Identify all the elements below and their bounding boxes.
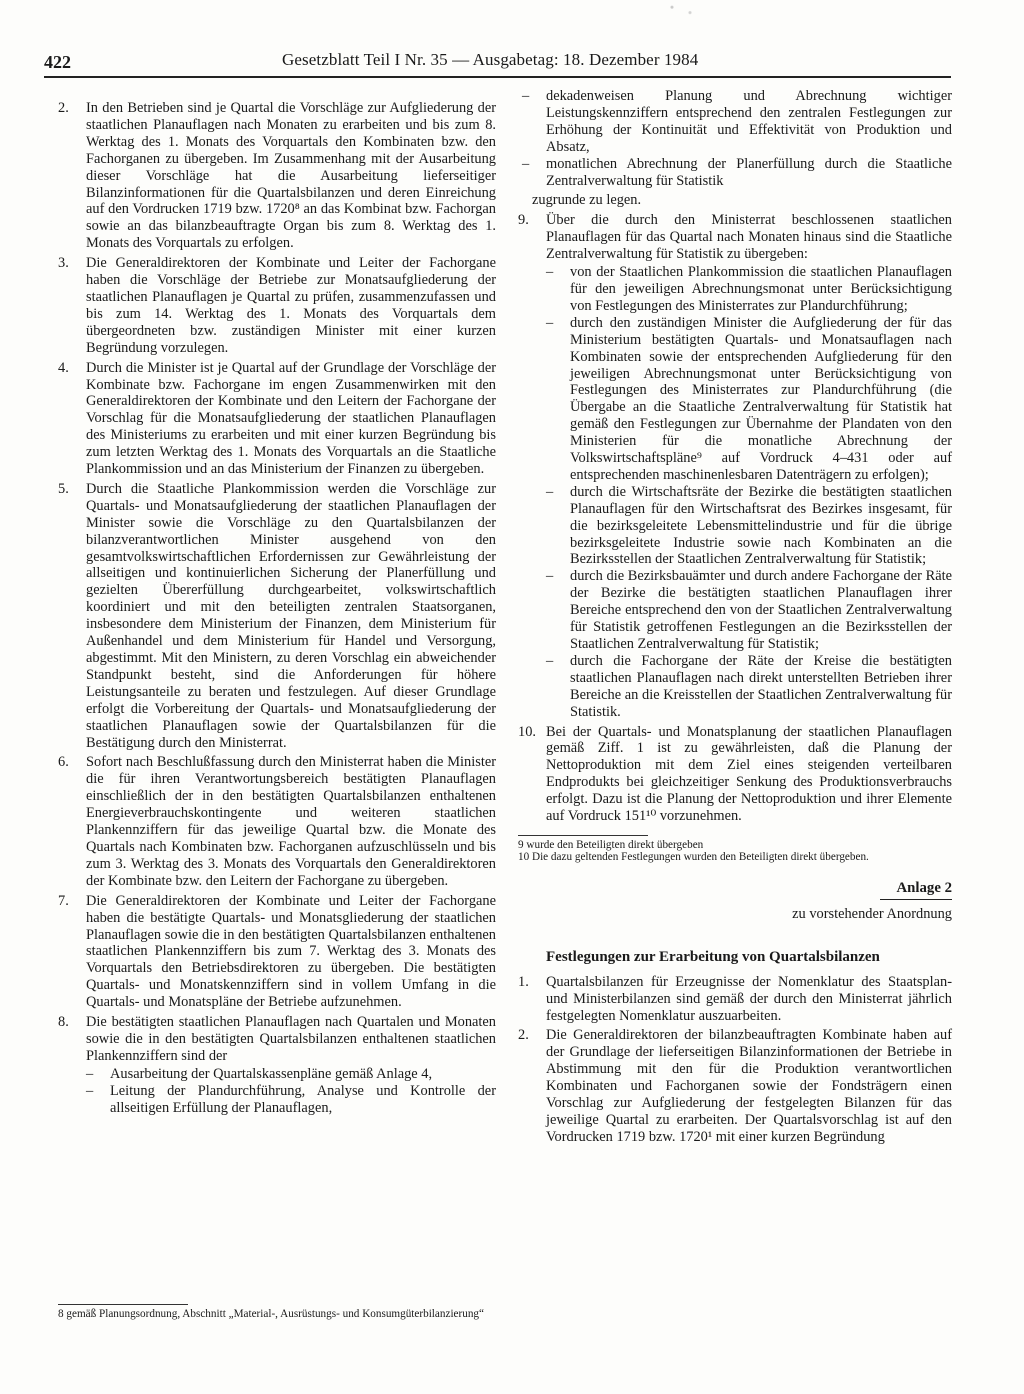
item-number: 7. [58, 892, 69, 909]
left-footnotes [58, 1300, 508, 1321]
footnote-rule [58, 1304, 188, 1305]
item-text: Über die durch den Ministerrat beschlossenen staatlichen Planauflagen für das Quartal nach Monaten hinaus sind die Staatliche Zentralverwaltung für Statistik zu übergeben: [546, 212, 952, 263]
list-item [518, 212, 952, 720]
item-text: In den Betrieben sind je Quartal die Vorschläge zur Aufgliederung der staatlichen Planauflagen nach Monaten zu erarbeiten und bis zum 8. Werktag des 1. Monats des Vorquartals den Kombinaten bzw. den Fachorganen zu übergeben. Im Zusammenhang mit der Ausarbeitung dieser Vorschläge hat die Ausarbeitung lieferseitiger Bilanzinformationen für die Quartalsbilanzen und deren Einreichung auf den Vordrucken 1719 bzw. 1720⁸ an das Kombinat bzw. Fachorgan sowie an das bilanzbeauftragte Organ bis zum 8. Werktag des 1. Monats des Vorquartals zu erfolgen. [86, 100, 496, 252]
item-text: Quartalsbilanzen für Erzeugnisse der Nomenklatur des Staatsplan- und Ministerbilanzen sind gemäß der durch den Ministerrat jährlich festgelegten Nomenklatur auszuarbeiten. [546, 973, 952, 1024]
list-item [518, 1027, 952, 1145]
item-number: 6. [58, 754, 69, 771]
footnote: 10 Die dazu geltenden Festlegungen wurden den Beteiligten direkt übergeben. [518, 851, 869, 864]
item-text: Die Generaldirektoren der Kombinate und Leiter der Fachorgane haben die Vorschläge der Betriebe zur Monatsaufgliederung der staatlichen Planauflagen je Quartal zu prüfen, zusammenzufassen und bis zum 14. Werktag des 1. Monats des Vorquartals dem übergeordneten bzw. zuständigen Minister mit einer kurzen Begründung vorzulegen. [86, 255, 496, 356]
sub-item-text: durch den zuständigen Minister die Aufgliederung der für das Ministerium bestätigten Quartals- und Monatsauflagen nach Kombinaten sowie der entsprechenden Aufgliederung für den jeweiligen Abrechnungsmonat unter Berücksichtigung von Festlegungen des Ministerrates zur Plandurchführung (die Übergabe an die Staatliche Zentralverwaltung für Statistik hat gemäß den Festlegungen zur Übernahme der Plandaten von den Ministerien für die monatliche Abrechnung der Volkswirtschaftspläne⁹ auf Vordruck 4–431 oder auf entsprechenden maschinenlesbaren Datenträgern zu erfolgen); [570, 314, 952, 483]
list-item [58, 100, 496, 252]
sub-item-text: monatlichen Abrechnung der Planerfüllung durch die Staatliche Zentralverwaltung für Statistik [546, 155, 952, 189]
list-item [518, 974, 952, 1025]
list-item [58, 481, 496, 752]
annex-subtitle: zu vorstehender Anordnung [792, 905, 952, 922]
list-item [58, 360, 496, 478]
footnote-rule [518, 835, 648, 836]
list-item [58, 255, 496, 356]
gazette-title: Gesetzblatt Teil I Nr. 35 — Ausgabetag: 18. Dezember 1984 [282, 50, 699, 69]
item-text: Durch die Staatliche Plankommission werden die Vorschläge zur Quartals- und Monatsaufgliederung der staatlichen Planauflagen der Minister sowie die Vorschläge zu den Quartalsbilanzen der bilanzverantwortlichen Minister ausgehend von den gesamtvolkswirtschaftlichen Erfordernissen zur Gewährleistung der allseitigen und kontinuierlichen Sicherung der Planerfüllung und gezielten Übererfüllung durchgearbeitet, volkswirtschaftlich koordiniert und mit den beteiligten zentralen Staatsorganen, insbesondere dem Ministerium der Finanzen, dem Ministerium für Außenhandel und dem Ministerium für Handel und Versorgung, abgestimmt. Mit den Ministern, zu deren Vorschlag ein abweichender Standpunkt besteht, sind die Anforderungen für höhere Leistungsanteile zu beraten und festzulegen. Auf dieser Grundlage erfolgt die Vorbereitung der Quartals- und Monatsaufgliederung der staatlichen Planauflagen sowie der Quartalsbilanzen für die Bestätigung durch den Ministerrat. [86, 480, 496, 751]
sub-item-text: durch die Wirtschaftsräte der Bezirke die bestätigten staatlichen Planauflagen für den Wirtschaftsrat des Bezirkes insgesamt, für die bezirksgeleitete Lebensmittelindustrie und für die übrige bezirksgeleitete Industrie sowie nach Kombinaten an die Bezirksstellen der Staatlichen Zentralverwaltung für Statistik; [570, 483, 952, 568]
item-number: 3. [58, 255, 69, 272]
sub-item: – monatlichen Abrechnung der Planerfüllung durch die Staatliche Zentralverwaltung für Statistik [522, 155, 952, 189]
footnote: 8 gemäß Planungsordnung, Abschnitt „Material-, Ausrüstungs- und Konsumgüterbilanzierung“ [58, 1308, 484, 1320]
sub-item: – dekadenweisen Planung und Abrechnung wichtiger Leistungskennziffern entsprechend den zentralen Festlegungen zur Erhöhung der Kontinuität und Effektivität von Produktion und Absatz, [522, 88, 952, 155]
page-number: 422 [44, 52, 71, 72]
right-column [518, 88, 952, 1149]
item-text: Sofort nach Beschlußfassung durch den Ministerrat haben die Minister die für ihren Verantwortungsbereich bestätigten Planauflagen einschließlich der in den bestätigten Quartalsbilanzen enthaltenen Energieverbrauchskontingente und weiteren staatlichen Plankennziffern für das jeweilige Quartal bzw. die Monate des Quartals nach Kombinaten bzw. Fachorganen aufzuschlüsseln und bis zum 3. Werktag des 3. Monats des Vorquartals den Generaldirektoren der Kombinate bzw. den Leitern der Fachorgane zu übergeben. [86, 754, 496, 889]
sub-item: – durch die Bezirksbauämter und durch andere Fachorgane der Räte der Bezirke die bestätigten staatlichen Planauflagen ihrer Bereiche entsprechend den von der Staatlichen Zentralverwaltung für Statistik getroffenen Festlegungen an die Bezirksstellen der Staatlichen Zentralverwaltung für Statistik; [546, 568, 952, 652]
item-number: 2. [58, 100, 69, 116]
section-title: Festlegungen zur Erarbeitung von Quartalsbilanzen [546, 948, 880, 965]
paper-speck [648, 0, 708, 18]
item-number: 10. [518, 723, 536, 740]
annex-title: Anlage 2 [896, 879, 952, 896]
item-number: 9. [518, 212, 529, 229]
list-item [58, 1014, 496, 1116]
item-text: Die Generaldirektoren der bilanzbeauftragten Kombinate haben auf der Grundlage der lieferseitigen Bilanzinformationen der Betriebe in Abstimmung mit den für die Produktion verantwortlichen Kombinaten und Fachorganen sowie der Fondsträgern einen Vorschlag zur Aufgliederung der festgelegten Bilanzen für das jeweilige Quartal zu erarbeiten. Der Quartalsvorschlag ist auf den Vordrucken 1719 bzw. 1720¹ mit einer kurzen Begründung [546, 1027, 952, 1145]
sub-item-text: Leitung der Plandurchführung, Analyse und Kontrolle der allseitigen Erfüllung der Planauflagen, [110, 1082, 496, 1116]
item-number: 8. [58, 1014, 69, 1031]
sub-item-text: Ausarbeitung der Quartalskassenpläne gemäß Anlage 4, [110, 1065, 433, 1082]
sub-item: – Leitung der Plandurchführung, Analyse und Kontrolle der allseitigen Erfüllung der Planauflagen, [86, 1082, 496, 1116]
item-number: 2. [518, 1027, 529, 1044]
item-text: Die bestätigten staatlichen Planauflagen nach Quartalen und Monaten sowie die in den bestätigten Quartalsbilanzen enthaltenen staatlichen Plankennziffern sind der [86, 1014, 496, 1064]
item-text: Bei der Quartals- und Monatsplanung der staatlichen Planauflagen gemäß Ziff. 1 ist zu gewährleisten, daß die Planung der Nettoproduktion mit dem Ziel eines steigenden verteilbaren Endprodukts bei gleichzeitiger Senkung des Produktionsverbrauchs erfolgt. Dazu ist die Planung der Nettoproduktion und ihrer Elemente auf Vordruck 151¹⁰ vorzunehmen. [546, 723, 952, 825]
sub-item: – durch die Fachorgane der Räte der Kreise die bestätigten staatlichen Planauflagen nach direkt unterstellten Betrieben ihrer Bereiche an die Kreisstellen der Staatlichen Zentralverwaltung für Statistik. [546, 652, 952, 720]
sub-item: – durch die Wirtschaftsräte der Bezirke die bestätigten staatlichen Planauflagen für den Wirtschaftsrat des Bezirkes insgesamt, für die bezirksgeleitete Lebensmittelindustrie und für die übrige bezirksgeleitete Industrie sowie nach Kombinaten an die Bezirksstellen der Staatlichen Zentralverwaltung für Statistik; [546, 483, 952, 568]
item-number: 4. [58, 359, 69, 376]
sub-item: – von der Staatlichen Plankommission die staatlichen Planauflagen für den jeweiligen Abrechnungsmonat unter Berücksichtigung von Festlegungen des Ministerrates zur Plandurchführung; [546, 264, 952, 314]
left-column [58, 100, 496, 1119]
item-text: Die Generaldirektoren der Kombinate und Leiter der Fachorgane haben die bestätigte Quartals- und Monatsgliederung der staatlichen Planauflagen sowie die in den bestätigten Quartalsbilanzen enthaltenen staatlichen Plankennziffern bis zum 7. Werktag des 3. Monats des Vorquartals den Betriebsdirektoren zu übergeben. Die bestätigten Quartals- und Monatskennziffern sind in vollem Umfang in die Quartals- und Monatspläne der Betriebe aufzunehmen. [86, 892, 496, 1011]
item-number: 1. [518, 973, 529, 990]
item-text: Durch die Minister ist je Quartal auf der Grundlage der Vorschläge der Kombinate bzw. Fachorgane im engen Zusammenwirken mit den Generaldirektoren der Kombinate und den Leitern der Fachorgane der Vorschlag für die Monatsaufgliederung der staatlichen Planauflagen des Ministeriums zu erarbeiten und mit einer kurzen Begründung bis zum letzten Werktag des 1. Monats des Vorquartals an die Staatliche Plankommission und an das Ministerium der Finanzen zu übergeben. [86, 359, 496, 478]
sub-item-text: durch die Bezirksbauämter und durch andere Fachorgane der Räte der Bezirke die bestätigten staatlichen Planauflagen ihrer Bereiche entsprechend den von der Staatlichen Zentralverwaltung für Statistik getroffenen Festlegungen an die Bezirksstellen der Staatlichen Zentralverwaltung für Statistik; [570, 568, 952, 652]
item-number: 5. [58, 480, 69, 497]
list-item [58, 893, 496, 1011]
sub-item: – durch den zuständigen Minister die Aufgliederung der für das Ministerium bestätigten Quartals- und Monatsauflagen nach Kombinaten sowie der entsprechenden Aufgliederung für den jeweiligen Abrechnungsmonat unter Berücksichtigung von Festlegungen des Ministerrates zur Plandurchführung (die Übergabe an die Staatliche Zentralverwaltung für Statistik hat gemäß den Festlegungen zur Übernahme der Plandaten von den Ministerien für die monatliche Abrechnung der Volkswirtschaftspläne⁹ auf Vordruck 4–431 oder auf entsprechenden maschinenlesbaren Datenträgern zu erfolgen); [546, 314, 952, 483]
continuation-text: zugrunde zu legen. [532, 192, 642, 209]
annex-title-rule [880, 899, 952, 900]
sub-item-text: dekadenweisen Planung und Abrechnung wichtiger Leistungskennziffern entsprechend den zentralen Festlegungen zur Erhöhung der Kontinuität und Effektivität von Produktion und Absatz, [546, 88, 952, 155]
sub-item-text: durch die Fachorgane der Räte der Kreise die bestätigten staatlichen Planauflagen nach direkt unterstellten Betrieben ihrer Bereiche an die Kreisstellen der Staatlichen Zentralverwaltung für Statistik. [570, 652, 952, 720]
page-header [44, 52, 949, 76]
footnote: 9 wurde den Beteiligten direkt übergeben [518, 838, 704, 851]
header-rule [44, 76, 951, 78]
sub-item: – Ausarbeitung der Quartalskassenpläne gemäß Anlage 4, [86, 1065, 433, 1082]
sub-item-text: von der Staatlichen Plankommission die staatlichen Planauflagen für den jeweiligen Abrechnungsmonat unter Berücksichtigung von Festlegungen des Ministerrates zur Plandurchführung; [570, 264, 952, 314]
list-item [58, 754, 496, 889]
list-item [518, 724, 952, 825]
